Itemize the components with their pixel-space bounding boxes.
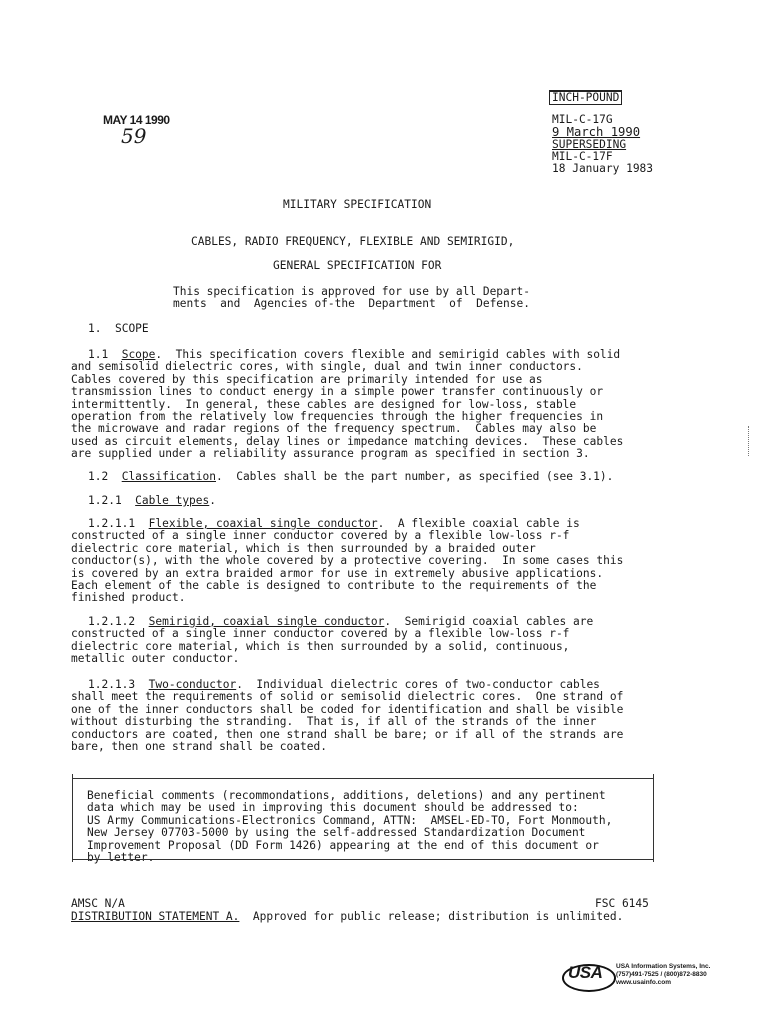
paragraph-scope bbox=[71, 349, 661, 461]
logo-phone: (757)491-7525 / (800)872-8830 bbox=[616, 971, 707, 978]
paragraph-number: 1.2.1 bbox=[88, 494, 122, 507]
spec-subject-title: CABLES, RADIO FREQUENCY, FLEXIBLE AND SEMIRIGID, bbox=[191, 235, 515, 248]
paragraph-heading: Flexible, coaxial single conductor bbox=[148, 517, 378, 530]
superseded-document-date: 18 January 1983 bbox=[552, 162, 654, 175]
paragraph-line: constructed of a single inner conductor covered by a flexible low-loss r-f bbox=[71, 627, 570, 641]
spec-type-title: MILITARY SPECIFICATION bbox=[283, 198, 432, 211]
paragraph-line: without disturbing the stranding. That is, if all of the strands of the inner bbox=[71, 715, 597, 729]
paragraph-line: is covered by an extra braided armor for use in extremely abusive applications. bbox=[71, 566, 604, 580]
paragraph-semirigid-coaxial bbox=[71, 616, 661, 666]
paragraph-cable-types bbox=[71, 495, 661, 507]
paragraph-number: 1.2 bbox=[88, 470, 109, 483]
logo-website: www.usainfo.com bbox=[616, 979, 672, 986]
paragraph-number: 1.1 bbox=[88, 348, 109, 361]
comments-line: Improvement Proposal (DD Form 1426) appearing at the end of this document or bbox=[87, 838, 599, 852]
paragraph-text: . bbox=[209, 494, 217, 507]
paragraph-classification bbox=[71, 471, 661, 483]
section-title: SCOPE bbox=[114, 322, 149, 335]
paragraph-line: Cables covered by this specification are primarily intended for use as bbox=[71, 372, 543, 386]
comments-line: US Army Communications-Electronics Command, ATTN: AMSEL-ED-TO, Fort Monmouth, bbox=[87, 813, 613, 827]
publisher-logo bbox=[562, 960, 732, 994]
superseding-label: SUPERSEDING bbox=[552, 138, 627, 151]
received-date-stamp: MAY 14 1990 bbox=[103, 113, 170, 127]
approval-line-2: ments and Agencies of-the Department of Defense. bbox=[173, 297, 530, 310]
units-label: INCH-POUND bbox=[549, 90, 622, 105]
paragraph-heading: Cable types bbox=[135, 494, 210, 507]
logo-contact bbox=[616, 963, 710, 987]
logo-company: USA Information Systems, Inc. bbox=[616, 963, 711, 970]
box-top-rule bbox=[73, 778, 653, 779]
paragraph-line: bare, then one strand shall be coated. bbox=[71, 740, 327, 754]
superseded-document-id: MIL-C-17F bbox=[552, 150, 613, 163]
paragraph-text: . Individual dielectric cores of two-conductor cables bbox=[236, 678, 600, 691]
paragraph-line: used as circuit elements, delay lines or impedance matching devices. These cables bbox=[71, 434, 624, 448]
paragraph-heading: Semirigid, coaxial single conductor bbox=[148, 615, 385, 628]
paragraph-text: . Cables shall be the part number, as specified (see 3.1). bbox=[216, 470, 614, 483]
paragraph-line: metallic outer conductor. bbox=[71, 652, 240, 666]
paragraph-line: dielectric core material, which is then surrounded by a braided outer bbox=[71, 541, 536, 555]
section-number: 1. bbox=[88, 322, 102, 335]
comments-text bbox=[87, 790, 612, 864]
paragraph-text: . This specification covers flexible and semirigid cables with solid bbox=[155, 348, 621, 361]
paragraph-line: conductors are coated, then one strand shall be bare; or if all of the strands are bbox=[71, 727, 624, 741]
paragraph-line: the microwave and radar regions of the frequency spectrum. Cables may also be bbox=[71, 422, 597, 436]
paragraph-number: 1.2.1.1 bbox=[88, 517, 136, 530]
paragraph-line: conductor(s), with the whole covered by a protective covering. In some cases this bbox=[71, 554, 624, 568]
distribution-statement bbox=[71, 911, 623, 923]
paragraph-text: . A flexible coaxial cable is bbox=[377, 517, 580, 530]
document-date: 9 March 1990 bbox=[552, 125, 641, 139]
paragraph-line: constructed of a single inner conductor covered by a flexible low-loss r-f bbox=[71, 529, 570, 543]
comments-line: by letter. bbox=[87, 851, 155, 865]
approval-line-1: This specification is approved for use by all Depart- bbox=[173, 285, 530, 298]
comments-line: Beneficial comments (recommondations, additions, deletions) and any pertinent bbox=[87, 789, 606, 802]
amsc-code: AMSC N/A bbox=[71, 897, 125, 910]
document-id: MIL-C-17G bbox=[552, 113, 613, 126]
comments-line: New Jersey 07703-5000 by using the self-addressed Standardization Document bbox=[87, 826, 586, 840]
paragraph-number: 1.2.1.3 bbox=[88, 678, 136, 691]
paragraph-heading: Scope bbox=[121, 348, 156, 361]
paragraph-line: finished product. bbox=[71, 591, 186, 605]
paragraph-text: . Semirigid coaxial cables are bbox=[384, 615, 594, 628]
paragraph-number: 1.2.1.2 bbox=[88, 615, 136, 628]
comments-box bbox=[72, 774, 654, 865]
section-heading bbox=[88, 323, 149, 335]
paragraph-line: intermittently. In general, these cables are designed for low-loss, stable bbox=[71, 397, 577, 411]
paragraph-line: one of the inner conductors shall be coded for identification and shall be visible bbox=[71, 702, 624, 716]
logo-mark: USA bbox=[568, 963, 603, 982]
scan-margin-mark bbox=[748, 426, 750, 456]
paragraph-line: operation from the relatively low frequencies through the higher frequencies in bbox=[71, 410, 604, 424]
paragraph-flexible-coaxial bbox=[71, 518, 661, 605]
paragraph-heading: Classification bbox=[121, 470, 216, 483]
paragraph-line: transmission lines to conduct energy in a simple power transfer continuously or bbox=[71, 385, 604, 399]
paragraph-line: dielectric core material, which is then surrounded by a solid, continuous, bbox=[71, 639, 570, 653]
fsc-code: FSC 6145 bbox=[595, 897, 649, 910]
paragraph-heading: Two-conductor bbox=[148, 678, 237, 691]
distribution-text: Approved for public release; distribution is unlimited. bbox=[239, 910, 624, 923]
paragraph-line: are supplied under a reliability assurance program as specified in section 3. bbox=[71, 447, 590, 461]
paragraph-line: and semisolid dielectric cores, with single, dual and twin inner conductors. bbox=[71, 360, 583, 374]
box-bottom-rule bbox=[73, 859, 653, 860]
comments-line: data which may be used in improving this document should be addressed to: bbox=[87, 801, 579, 815]
paragraph-two-conductor bbox=[71, 679, 661, 753]
handwritten-number: 59 bbox=[121, 124, 147, 148]
paragraph-line: Each element of the cable is designed to contribute to the requirements of the bbox=[71, 579, 597, 593]
distribution-label: DISTRIBUTION STATEMENT A. bbox=[71, 910, 240, 923]
paragraph-line: shall meet the requirements of solid or semisolid dielectric cores. One strand of bbox=[71, 690, 624, 704]
spec-general-title: GENERAL SPECIFICATION FOR bbox=[273, 259, 442, 272]
